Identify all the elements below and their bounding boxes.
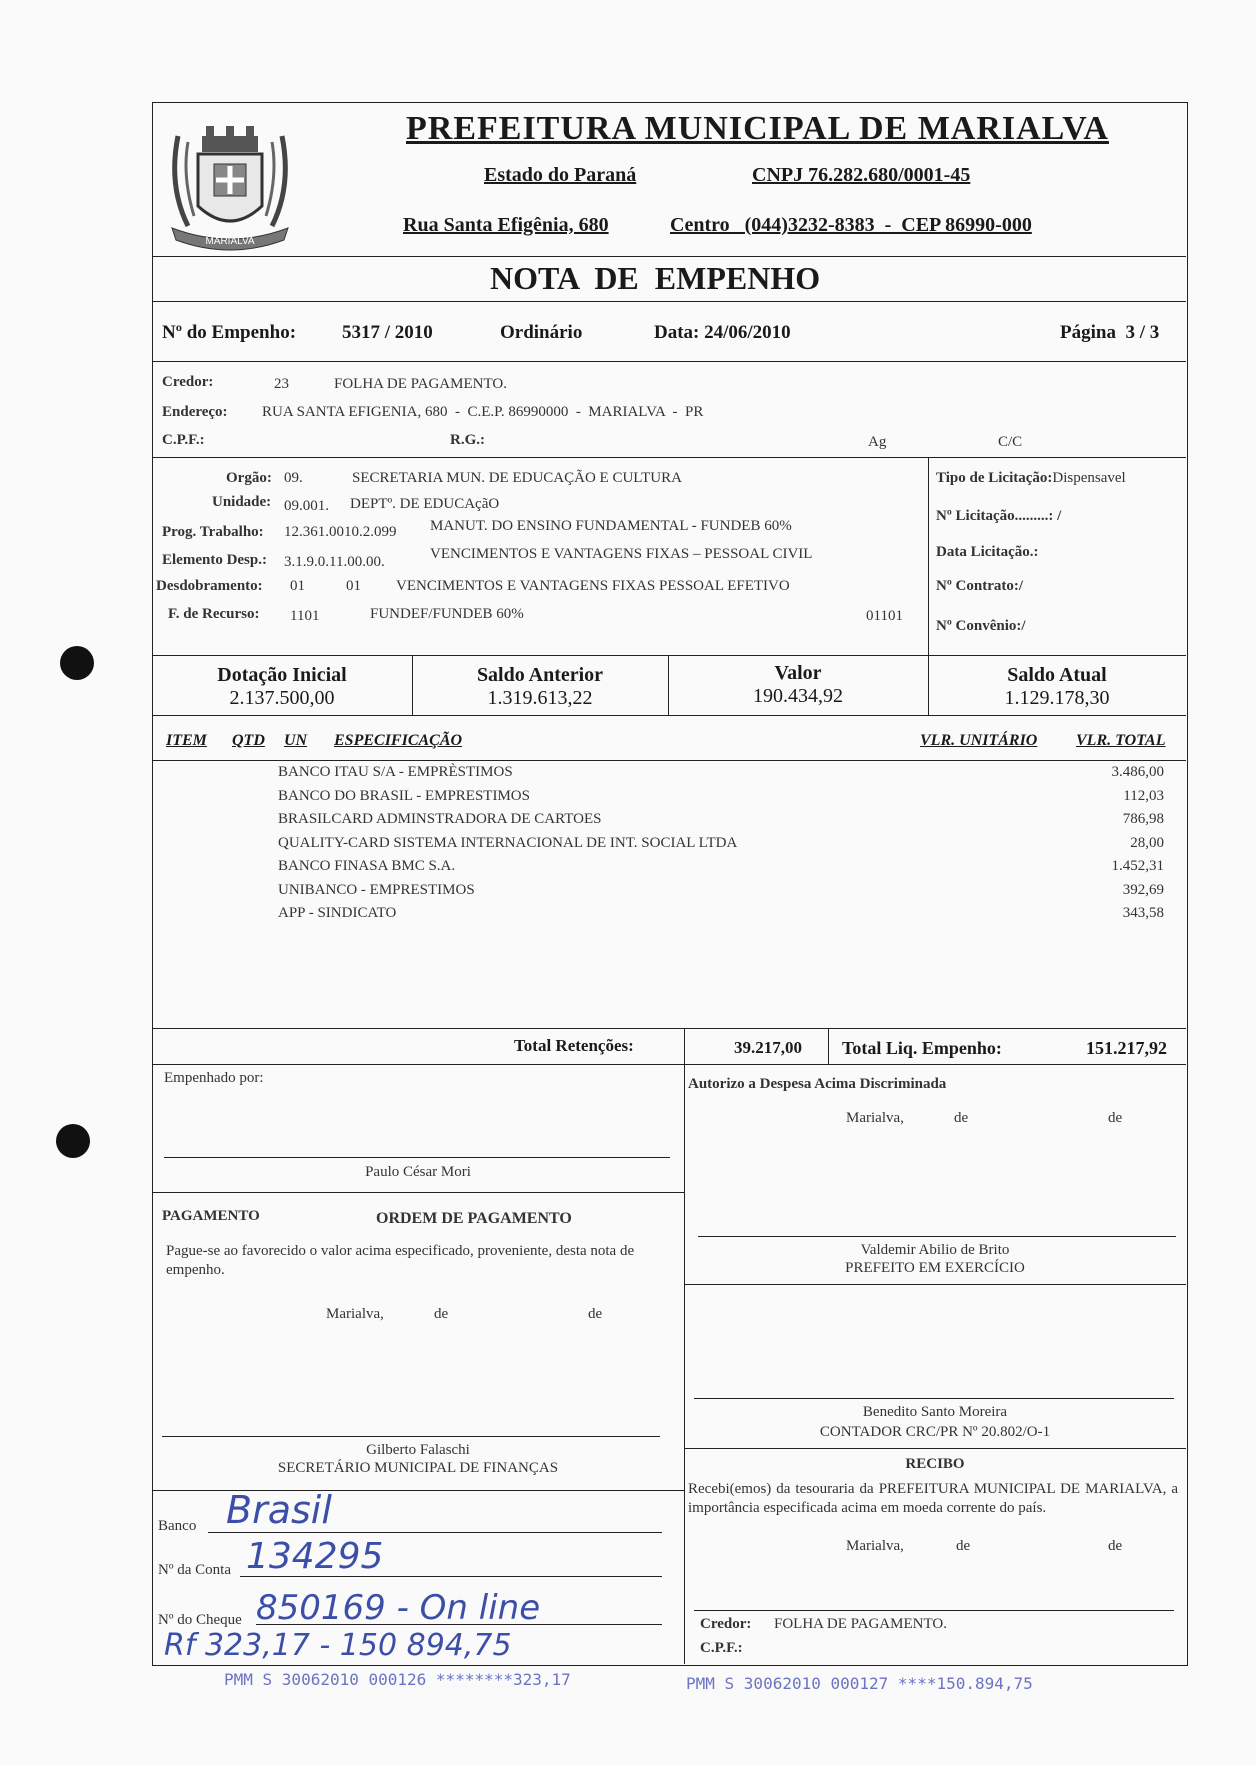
municipality-title: PREFEITURA MUNICIPAL DE MARIALVA bbox=[406, 110, 1109, 147]
pagamento-city: Marialva, bbox=[326, 1306, 384, 1322]
balance-saldo-atual-value: 1.129.178,30 bbox=[1004, 687, 1110, 709]
balance-dotacao-label: Dotação Inicial bbox=[217, 664, 347, 686]
elemento-code: 3.1.9.0.11.00.00. bbox=[284, 554, 385, 570]
recibo-city: Marialva, bbox=[846, 1538, 904, 1554]
endereco-value: RUA SANTA EFIGENIA, 680 - C.E.P. 86990000 - MARIALVA - PR bbox=[262, 404, 704, 420]
items-header-item: ITEM bbox=[166, 732, 207, 749]
item-desc: UNIBANCO - EMPRESTIMOS bbox=[278, 881, 475, 898]
empenhado-label: Empenhado por: bbox=[164, 1070, 264, 1086]
balance-dotacao bbox=[152, 664, 412, 710]
item-total: 112,03 bbox=[1123, 787, 1164, 804]
recibo-de-2: de bbox=[1108, 1538, 1123, 1554]
cpf-label: C.P.F.: bbox=[162, 432, 205, 448]
item-total: 786,98 bbox=[1122, 811, 1164, 827]
recurso-label: F. de Recurso: bbox=[168, 606, 260, 622]
state-name: Estado do Paraná bbox=[484, 164, 637, 186]
punch-hole-top bbox=[60, 646, 94, 680]
coat-of-arms-icon bbox=[158, 106, 302, 256]
empenho-label: Nº do Empenho: bbox=[162, 322, 297, 343]
recibo-credor-value: FOLHA DE PAGAMENTO. bbox=[774, 1616, 947, 1632]
list-item bbox=[278, 858, 1164, 882]
contador-title: CONTADOR CRC/PR Nº 20.802/O-1 bbox=[819, 1424, 1051, 1440]
credor-code: 23 bbox=[274, 376, 289, 392]
autorizo-city: Marialva, bbox=[846, 1110, 904, 1126]
prog-name: MANUT. DO ENSINO FUNDAMENTAL - FUNDEB 60% bbox=[430, 518, 792, 534]
handwritten-conta: 134295 bbox=[246, 1536, 384, 1577]
punch-hole-bottom bbox=[56, 1124, 90, 1158]
licitacao-data: Data Licitação.: bbox=[936, 544, 1039, 560]
desdobramento-name: VENCIMENTOS E VANTAGENS FIXAS PESSOAL EFETIVO bbox=[396, 578, 790, 594]
rg-label: R.G.: bbox=[450, 432, 485, 448]
item-total: 28,00 bbox=[1130, 834, 1164, 851]
elemento-name: VENCIMENTOS E VANTAGENS FIXAS – PESSOAL CIVIL bbox=[430, 546, 813, 562]
list-item bbox=[278, 788, 1164, 812]
svg-text:MARIALVA: MARIALVA bbox=[205, 236, 255, 247]
balance-saldo-anterior-label: Saldo Anterior bbox=[476, 664, 604, 686]
list-item bbox=[278, 835, 1164, 859]
stamp-left: PMM S 30062010 000126 ********323,17 bbox=[224, 1670, 571, 1689]
autorizo-title: Autorizo a Despesa Acima Discriminada bbox=[688, 1076, 947, 1092]
recibo-title: RECIBO bbox=[905, 1456, 965, 1472]
credor-label: Credor: bbox=[162, 374, 214, 390]
items-header-unit: VLR. UNITÁRIO bbox=[920, 732, 1038, 749]
prog-label: Prog. Trabalho: bbox=[162, 524, 264, 540]
desdobramento-label: Desdobramento: bbox=[156, 578, 263, 594]
cheque-label: Nº do Cheque bbox=[158, 1612, 242, 1628]
item-total: 392,69 bbox=[1122, 881, 1164, 898]
licitacao-numero: Nº Licitação.........: / bbox=[936, 508, 1062, 524]
pagamento-label: PAGAMENTO bbox=[162, 1208, 260, 1224]
total-liq-value: 151.217,92 bbox=[1086, 1038, 1167, 1058]
pagamento-de-2: de bbox=[588, 1306, 603, 1322]
banco-label: Banco bbox=[158, 1518, 197, 1534]
empenho-type: Ordinário bbox=[500, 322, 583, 343]
page-number: Página 3 / 3 bbox=[1060, 322, 1160, 343]
cc-label: C/C bbox=[998, 434, 1023, 450]
balance-valor-label: Valor bbox=[774, 662, 822, 684]
recibo-credor-label: Credor: bbox=[700, 1616, 752, 1632]
recibo-text: Recebi(emos) da tesouraria da PREFEITURA MUNICIPAL DE MARIALVA, a importância especificada acima em moeda corrente do país. bbox=[688, 1481, 1178, 1516]
endereco-label: Endereço: bbox=[162, 404, 228, 420]
total-retencoes-value: 39.217,00 bbox=[734, 1038, 802, 1057]
stamp-right: PMM S 30062010 000127 ****150.894,75 bbox=[686, 1674, 1033, 1693]
orgao-code: 09. bbox=[284, 470, 303, 486]
balance-valor-value: 190.434,92 bbox=[753, 685, 843, 707]
total-liq-label: Total Liq. Empenho: bbox=[842, 1038, 1002, 1058]
cnpj: CNPJ 76.282.680/0001-45 bbox=[752, 164, 971, 186]
prog-code: 12.361.0010.2.099 bbox=[284, 524, 397, 540]
conta-label: Nº da Conta bbox=[158, 1562, 231, 1578]
street-address: Rua Santa Efigênia, 680 bbox=[403, 214, 609, 236]
handwritten-banco: Brasil bbox=[226, 1488, 332, 1532]
recurso-code: 1101 bbox=[290, 608, 320, 624]
balance-saldo-anterior bbox=[412, 664, 668, 710]
ordem-pagamento-label: ORDEM DE PAGAMENTO bbox=[376, 1210, 572, 1227]
item-desc: BANCO ITAU S/A - EMPRÈSTIMOS bbox=[278, 764, 513, 780]
secretario-title: SECRETÁRIO MUNICIPAL DE FINANÇAS bbox=[277, 1460, 559, 1476]
orgao-label: Orgão: bbox=[226, 470, 272, 486]
total-retencoes-label: Total Retenções: bbox=[514, 1036, 634, 1055]
district-phone-cep: Centro (044)3232-8383 - CEP 86990-000 bbox=[670, 214, 1032, 236]
item-desc: BANCO DO BRASIL - EMPRESTIMOS bbox=[278, 787, 530, 804]
credor-name: FOLHA DE PAGAMENTO. bbox=[334, 376, 507, 392]
recibo-de-1: de bbox=[956, 1538, 971, 1554]
recibo-cpf-label: C.P.F.: bbox=[700, 1640, 743, 1656]
items-list bbox=[278, 764, 1164, 929]
balance-saldo-atual-label: Saldo Atual bbox=[1007, 664, 1107, 686]
pagamento-de-1: de bbox=[434, 1306, 449, 1322]
licitacao-tipo bbox=[936, 470, 1126, 487]
prefeito-name: Valdemir Abilio de Brito bbox=[860, 1242, 1010, 1258]
desdobramento-a: 01 bbox=[290, 578, 305, 594]
items-header-total: VLR. TOTAL bbox=[1076, 732, 1166, 749]
document-title: NOTA DE EMPENHO bbox=[490, 260, 821, 296]
ag-label: Ag bbox=[868, 434, 887, 450]
list-item bbox=[278, 905, 1164, 929]
orgao-name: SECRETARIA MUN. DE EDUCAÇÃO E CULTURA bbox=[352, 470, 682, 486]
contrato: Nº Contrato:/ bbox=[936, 578, 1024, 594]
pague-text: Pague-se ao favorecido o valor acima especificado, proveniente, desta nota de empenho. bbox=[166, 1243, 635, 1278]
list-item bbox=[278, 764, 1164, 788]
prefeito-title: PREFEITO EM EXERCÍCIO bbox=[845, 1260, 1025, 1276]
balance-saldo-atual bbox=[928, 664, 1186, 710]
empenho-date: Data: 24/06/2010 bbox=[654, 322, 791, 343]
convenio: Nº Convênio:/ bbox=[936, 618, 1026, 634]
empenho-number: 5317 / 2010 bbox=[342, 322, 433, 343]
items-header-un: UN bbox=[284, 732, 308, 749]
secretario-name: Gilberto Falaschi bbox=[366, 1442, 470, 1458]
list-item bbox=[278, 811, 1164, 835]
balance-dotacao-value: 2.137.500,00 bbox=[229, 687, 335, 709]
autorizo-de-2: de bbox=[1108, 1110, 1123, 1126]
licitacao-tipo-label: Tipo de Licitação: bbox=[936, 470, 1053, 486]
items-header-qtd: QTD bbox=[232, 732, 265, 749]
item-total: 1.452,31 bbox=[1111, 858, 1164, 874]
item-desc: APP - SINDICATO bbox=[278, 905, 397, 921]
elemento-label: Elemento Desp.: bbox=[162, 552, 267, 568]
recurso-name: FUNDEF/FUNDEB 60% bbox=[370, 606, 524, 622]
balance-saldo-anterior-value: 1.319.613,22 bbox=[487, 687, 593, 709]
handwritten-cheque: 850169 - On line bbox=[256, 1588, 541, 1628]
recurso-extra: 01101 bbox=[866, 608, 903, 624]
balance-valor bbox=[668, 662, 928, 708]
item-total: 343,58 bbox=[1122, 905, 1164, 921]
unidade-code: 09.001. bbox=[284, 498, 329, 514]
unidade-name: DEPTº. DE EDUCAçãO bbox=[350, 496, 500, 512]
list-item bbox=[278, 882, 1164, 906]
item-desc: BANCO FINASA BMC S.A. bbox=[278, 858, 456, 874]
autorizo-de-1: de bbox=[954, 1110, 969, 1126]
item-total: 3.486,00 bbox=[1111, 764, 1164, 780]
item-desc: BRASILCARD ADMINSTRADORA DE CARTOES bbox=[278, 811, 602, 827]
contador-name: Benedito Santo Moreira bbox=[862, 1404, 1008, 1420]
unidade-label: Unidade: bbox=[212, 494, 272, 510]
item-desc: QUALITY-CARD SISTEMA INTERNACIONAL DE INT. SOCIAL LTDA bbox=[278, 834, 738, 851]
empenhado-name: Paulo César Mori bbox=[365, 1164, 471, 1180]
handwritten-ref: Rf 323,17 - 150 894,75 bbox=[164, 1628, 512, 1663]
items-header-espec: ESPECIFICAÇÃO bbox=[334, 732, 463, 749]
licitacao-tipo-value: Dispensavel bbox=[1052, 470, 1126, 486]
desdobramento-b: 01 bbox=[346, 578, 361, 594]
